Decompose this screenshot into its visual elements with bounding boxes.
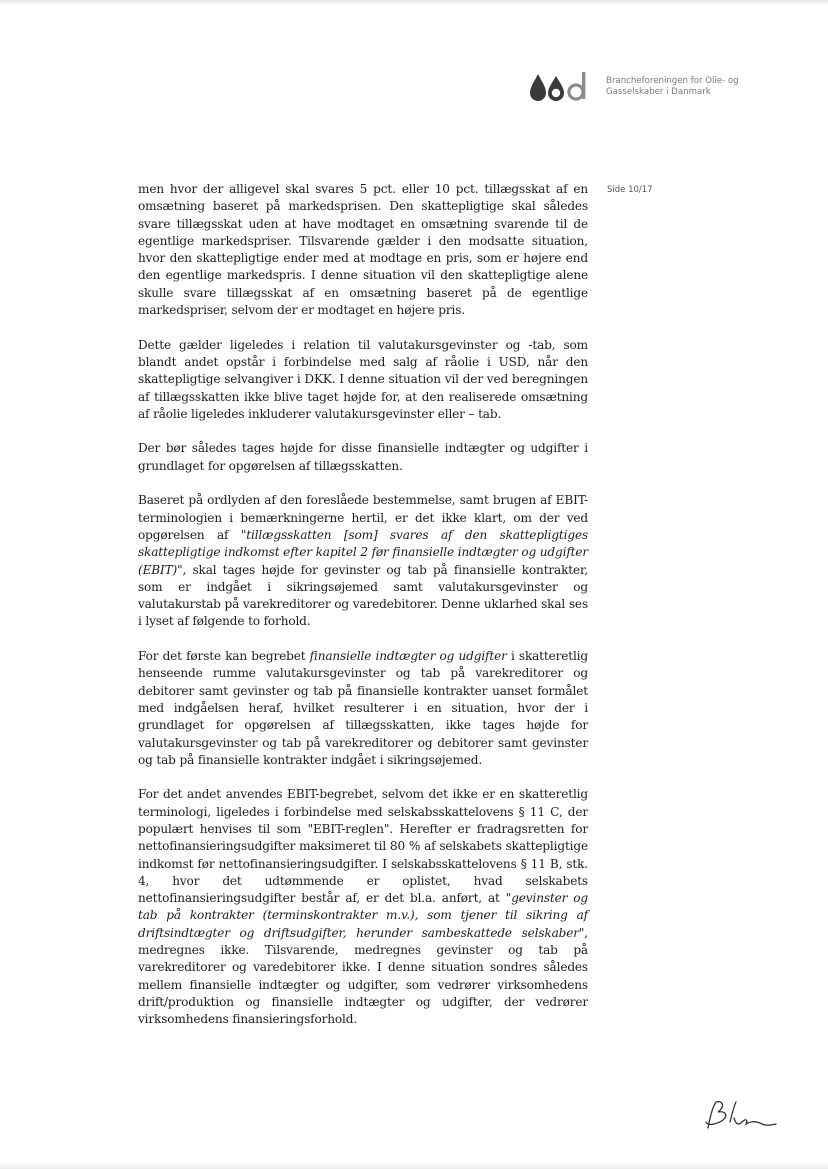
paragraph — [138, 492, 588, 630]
paragraph-text: For det andet anvendes EBIT-begrebet, selvom det ikke er en skatteretlig terminologi, ligeledes i forbindelse med selskabsskattelovens § 11 C, der populært henvises til som "EBIT-reglen". Herefter er fradragsretten for nettofinansieringsudgifter maksimeret til 80 % af selskabets skattepligtige indkomst før nettofinansieringsudgifter. I selskabsskattelovens § 11 B, stk. 4, hvor det udtømmende er oplistet, hvad selskabets nettofinansieringsudgifter består af, er det bl.a. anført, at — [138, 787, 588, 906]
paragraph-text: Baseret på ordlyden af den foreslåede bestemmelse, samt brugen af EBIT-terminologien i bemærkningerne hertil, er det ikke klart, om der ved opgørelsen af — [138, 493, 588, 542]
paragraph — [138, 648, 588, 769]
paragraph-text: For det første kan begrebet — [138, 649, 310, 664]
paragraph — [138, 181, 588, 319]
paragraph — [138, 440, 588, 475]
italic-quote-text: "tillægsskatten [som] svares af den skattepligtiges skattepligtige indkomst efter kapitel 2 før finansielle indtægter og udgifter (EBIT)" — [138, 527, 589, 577]
italic-quote-text: "gevinster og tab på kontrakter (terminskontrakter m.v.), som tjener til sikring af driftsindtægter og driftsudgifter, herunder sambeskattede selskaber" — [138, 891, 589, 940]
paragraph-text: i skatteretlig henseende rumme valutakursgevinster og tab på varekreditorer og debitorer samt gevinster og tab på finansielle kontrakter uanset formålet med indgåelsen heraf, hvilket resulterer i en situation, hvor der i grundlaget for opgørelsen af tillægsskatten, ikke tages højde for valutakursgevinster og tab på varekreditorer og debitorer samt gevinster og tab på finansielle kontrakter indgået i sikringsøjemed. — [138, 649, 588, 767]
paragraph — [138, 337, 588, 423]
scan-bottom-edge — [0, 1161, 828, 1169]
paragraph-text: , medregnes ikke. Tilsvarende, medregnes gevinster og tab på varekreditorer og varedebitorer ikke. I denne situation sondres således mellem finansielle indtægter og udgifter, som vedrører virksomhedens drift/produktion og finansielle indtægter og udgifter, der vedrører virksomhedens finansieringsforhold. — [138, 925, 588, 1027]
paragraph-text: Der bør således tages højde for disse finansielle indtægter og udgifter i grundlaget for opgørelsen af tillægsskatten. — [138, 441, 588, 473]
paragraph-text: Dette gælder ligeledes i relation til valutakursgevinster og -tab, som blandt andet opstår i forbindelse med salg af råolie i USD, når den skattepligtige selvangiver i DKK. I denne situation vil der ved beregningen af tillægsskatten ikke blive taget højde for, at den realiserede omsætning af råolie ligeledes inkluderer valutakursgevinster eller – tab. — [138, 337, 588, 421]
handwritten-initials-signature — [700, 1098, 780, 1134]
paragraph — [138, 786, 588, 1028]
paragraph-text: men hvor der alligevel skal svares 5 pct. eller 10 pct. tillægsskat af en omsætning baseret på markedsprisen. Den skattepligtige skal således svare tillægsskat uden at have modtaget en omsætning svarende til de egentlige markedspriser. Tilsvarende gælder i den modsatte situation, hvor den skattepligtige ender med at modtage en pris, som er højere end den egentlige markedspris. I denne situation vil den skattepligtige alene skulle svare tillægsskat af en omsætning baseret på de egentlige markedspriser, selvom der er modtaget en højere pris. — [138, 182, 588, 318]
body-text — [138, 181, 588, 1046]
organization-name — [606, 76, 739, 98]
scan-top-edge — [0, 0, 828, 6]
italic-quote-text: finansielle indtægter og udgifter — [309, 649, 507, 664]
organization-name-line2: Gasselskaber i Danmark — [606, 87, 711, 97]
header-logo — [528, 70, 739, 104]
organization-name-line1: Brancheforeningen for Olie- og — [606, 76, 739, 86]
oil-drop-logo-icon — [528, 70, 592, 104]
page-number: Side 10/17 — [607, 185, 653, 195]
paragraph-text: , skal tages højde for gevinster og tab på finansielle kontrakter, som er indgået i sikringsøjemed samt valutakursgevinster og valutakurstab på varekreditorer og varedebitorer. Denne uklarhed skal ses i lyset af følgende to forhold. — [138, 562, 588, 629]
